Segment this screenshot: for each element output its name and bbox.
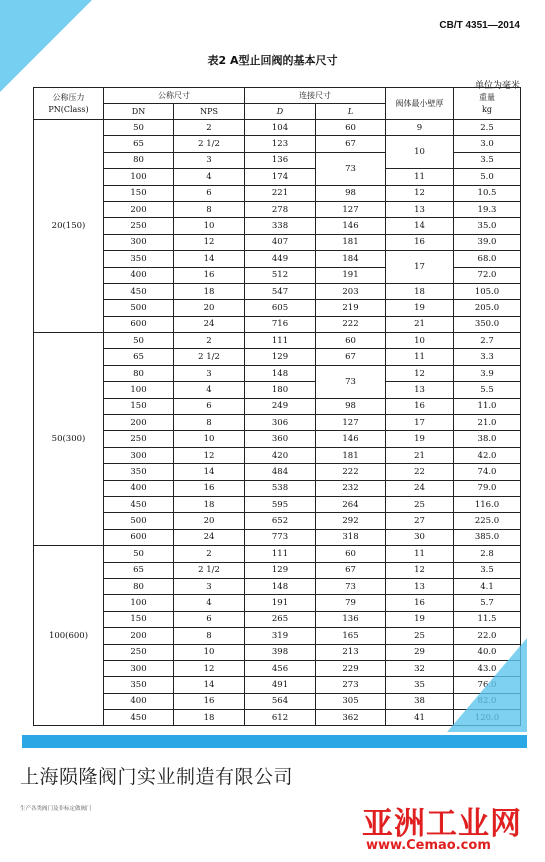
- nps-cell: 6: [174, 398, 245, 414]
- wall-cell: 25: [386, 496, 454, 512]
- table-row: [34, 120, 521, 136]
- dn-cell: 200: [104, 201, 174, 217]
- wt-cell: 21.0: [454, 415, 521, 431]
- dn-cell: 450: [104, 496, 174, 512]
- l-cell: 362: [316, 710, 386, 726]
- d-cell: 104: [245, 120, 316, 136]
- table-row: [34, 464, 521, 480]
- table-row: [34, 365, 521, 381]
- standard-number: CB/T 4351—2014: [439, 20, 520, 31]
- d-cell: 420: [245, 447, 316, 463]
- nps-cell: 2: [174, 120, 245, 136]
- header-nominal-size: 公称尺寸: [104, 88, 245, 104]
- wt-cell: 82.0: [454, 693, 521, 709]
- wt-cell: 38.0: [454, 431, 521, 447]
- l-cell: 146: [316, 431, 386, 447]
- table-row: [34, 611, 521, 627]
- wall-cell: 30: [386, 529, 454, 545]
- dn-cell: 100: [104, 382, 174, 398]
- table-row: [34, 562, 521, 578]
- wt-cell: 4.1: [454, 578, 521, 594]
- dn-cell: 400: [104, 267, 174, 283]
- dn-cell: 400: [104, 480, 174, 496]
- table-row: [34, 513, 521, 529]
- table-row: [34, 415, 521, 431]
- d-cell: 123: [245, 136, 316, 152]
- d-cell: 512: [245, 267, 316, 283]
- header-pn: 公称压力 PN(Class): [34, 88, 104, 120]
- table-row: [34, 595, 521, 611]
- nps-cell: 16: [174, 480, 245, 496]
- d-cell: 148: [245, 365, 316, 381]
- dimension-table: [33, 87, 521, 726]
- table-row: [34, 546, 521, 562]
- wall-cell: 14: [386, 218, 454, 234]
- dn-cell: 50: [104, 333, 174, 349]
- table-row: [34, 480, 521, 496]
- table-row: [34, 578, 521, 594]
- d-cell: 129: [245, 562, 316, 578]
- wall-cell: 32: [386, 660, 454, 676]
- nps-cell: 6: [174, 611, 245, 627]
- wt-cell: 225.0: [454, 513, 521, 529]
- dn-cell: 200: [104, 628, 174, 644]
- nps-cell: 14: [174, 464, 245, 480]
- wall-cell: 11: [386, 169, 454, 185]
- wall-cell: 13: [386, 201, 454, 217]
- table-row: [34, 218, 521, 234]
- nps-cell: 8: [174, 628, 245, 644]
- d-cell: 398: [245, 644, 316, 660]
- nps-cell: 14: [174, 251, 245, 267]
- l-cell: 181: [316, 234, 386, 250]
- nps-cell: 2 1/2: [174, 136, 245, 152]
- dn-cell: 300: [104, 660, 174, 676]
- nps-cell: 16: [174, 267, 245, 283]
- wall-cell: 11: [386, 349, 454, 365]
- header-wall: 阀体最小壁厚: [386, 88, 454, 120]
- wt-cell: 2.8: [454, 546, 521, 562]
- wt-cell: 42.0: [454, 447, 521, 463]
- dn-cell: 350: [104, 464, 174, 480]
- l-cell: 73: [316, 578, 386, 594]
- dn-cell: 600: [104, 529, 174, 545]
- l-cell: 67: [316, 562, 386, 578]
- table-row: [34, 447, 521, 463]
- dn-cell: 80: [104, 578, 174, 594]
- wt-cell: 68.0: [454, 251, 521, 267]
- wall-cell: 22: [386, 464, 454, 480]
- dn-cell: 350: [104, 677, 174, 693]
- dn-cell: 450: [104, 283, 174, 299]
- wt-cell: 19.3: [454, 201, 521, 217]
- l-cell: 165: [316, 628, 386, 644]
- l-cell: 292: [316, 513, 386, 529]
- dn-cell: 100: [104, 169, 174, 185]
- wall-cell: 41: [386, 710, 454, 726]
- d-cell: 360: [245, 431, 316, 447]
- nps-cell: 12: [174, 234, 245, 250]
- d-cell: 148: [245, 578, 316, 594]
- dn-cell: 80: [104, 152, 174, 168]
- l-cell: 67: [316, 349, 386, 365]
- d-cell: 595: [245, 496, 316, 512]
- pn-cell: 100(600): [34, 546, 104, 726]
- wall-cell: 29: [386, 644, 454, 660]
- nps-cell: 2: [174, 333, 245, 349]
- dn-cell: 200: [104, 415, 174, 431]
- table-row: [34, 234, 521, 250]
- wt-cell: 76.0: [454, 677, 521, 693]
- dn-cell: 80: [104, 365, 174, 381]
- d-cell: 484: [245, 464, 316, 480]
- dn-cell: 65: [104, 562, 174, 578]
- dn-cell: 600: [104, 316, 174, 332]
- nps-cell: 16: [174, 693, 245, 709]
- wall-cell: 35: [386, 677, 454, 693]
- table-row: [34, 496, 521, 512]
- nps-cell: 12: [174, 660, 245, 676]
- dn-cell: 50: [104, 546, 174, 562]
- nps-cell: 3: [174, 365, 245, 381]
- wt-cell: 105.0: [454, 283, 521, 299]
- wt-cell: 3.0: [454, 136, 521, 152]
- d-cell: 338: [245, 218, 316, 234]
- pn-cell: 50(300): [34, 333, 104, 546]
- d-cell: 319: [245, 628, 316, 644]
- dn-cell: 100: [104, 595, 174, 611]
- l-cell: 219: [316, 300, 386, 316]
- d-cell: 612: [245, 710, 316, 726]
- table-row: [34, 251, 521, 267]
- wall-cell: 12: [386, 365, 454, 381]
- l-cell: 305: [316, 693, 386, 709]
- nps-cell: 4: [174, 169, 245, 185]
- d-cell: 449: [245, 251, 316, 267]
- pn-cell: 20(150): [34, 120, 104, 333]
- dn-cell: 450: [104, 710, 174, 726]
- nps-cell: 4: [174, 382, 245, 398]
- l-cell: 264: [316, 496, 386, 512]
- wt-cell: 11.5: [454, 611, 521, 627]
- wall-cell: 11: [386, 546, 454, 562]
- dn-cell: 300: [104, 234, 174, 250]
- wall-cell: 19: [386, 431, 454, 447]
- l-cell: 146: [316, 218, 386, 234]
- wt-cell: 72.0: [454, 267, 521, 283]
- d-cell: 491: [245, 677, 316, 693]
- l-cell: 181: [316, 447, 386, 463]
- l-cell: 136: [316, 611, 386, 627]
- dn-cell: 250: [104, 644, 174, 660]
- wt-cell: 120.0: [454, 710, 521, 726]
- wt-cell: 35.0: [454, 218, 521, 234]
- d-cell: 773: [245, 529, 316, 545]
- nps-cell: 18: [174, 496, 245, 512]
- corner-decoration-bottom-right: [447, 638, 527, 732]
- l-cell: 222: [316, 316, 386, 332]
- l-cell: 60: [316, 546, 386, 562]
- d-cell: 407: [245, 234, 316, 250]
- table-row: [34, 431, 521, 447]
- wt-cell: 10.5: [454, 185, 521, 201]
- dn-cell: 500: [104, 513, 174, 529]
- l-cell: 232: [316, 480, 386, 496]
- nps-cell: 3: [174, 152, 245, 168]
- l-cell: 60: [316, 120, 386, 136]
- l-cell: 73: [316, 152, 386, 185]
- wall-cell: 18: [386, 283, 454, 299]
- table-row: [34, 300, 521, 316]
- nps-cell: 20: [174, 513, 245, 529]
- header-l: L: [316, 104, 386, 120]
- wt-cell: 3.5: [454, 562, 521, 578]
- wt-cell: 116.0: [454, 496, 521, 512]
- wall-cell: 16: [386, 595, 454, 611]
- wt-cell: 350.0: [454, 316, 521, 332]
- nps-cell: 2: [174, 546, 245, 562]
- l-cell: 67: [316, 136, 386, 152]
- header-weight: 重量 kg: [454, 88, 521, 120]
- wall-cell: 10: [386, 136, 454, 169]
- wt-cell: 2.7: [454, 333, 521, 349]
- l-cell: 73: [316, 365, 386, 398]
- site-logo-url: www.Cemao.com: [366, 838, 491, 853]
- dn-cell: 50: [104, 120, 174, 136]
- d-cell: 180: [245, 382, 316, 398]
- d-cell: 221: [245, 185, 316, 201]
- wt-cell: 74.0: [454, 464, 521, 480]
- wall-cell: 12: [386, 185, 454, 201]
- company-name: 上海陨隆阀门实业制造有限公司: [20, 766, 294, 788]
- d-cell: 111: [245, 333, 316, 349]
- wall-cell: 21: [386, 447, 454, 463]
- wt-cell: 22.0: [454, 628, 521, 644]
- header-d: D: [245, 104, 316, 120]
- l-cell: 98: [316, 185, 386, 201]
- d-cell: 249: [245, 398, 316, 414]
- company-subtext: 生产各类阀门及非标定做阀门: [20, 806, 92, 812]
- dn-cell: 400: [104, 693, 174, 709]
- wall-cell: 19: [386, 300, 454, 316]
- wall-cell: 10: [386, 333, 454, 349]
- table-row: [34, 333, 521, 349]
- dn-cell: 250: [104, 431, 174, 447]
- nps-cell: 3: [174, 578, 245, 594]
- wall-cell: 16: [386, 398, 454, 414]
- dn-cell: 150: [104, 185, 174, 201]
- dn-cell: 150: [104, 398, 174, 414]
- d-cell: 129: [245, 349, 316, 365]
- d-cell: 191: [245, 595, 316, 611]
- dn-cell: 500: [104, 300, 174, 316]
- wt-cell: 3.3: [454, 349, 521, 365]
- d-cell: 278: [245, 201, 316, 217]
- l-cell: 191: [316, 267, 386, 283]
- l-cell: 318: [316, 529, 386, 545]
- table-row: [34, 529, 521, 545]
- wall-cell: 12: [386, 562, 454, 578]
- wall-cell: 16: [386, 234, 454, 250]
- nps-cell: 2 1/2: [174, 349, 245, 365]
- nps-cell: 8: [174, 415, 245, 431]
- wall-cell: 13: [386, 382, 454, 398]
- l-cell: 273: [316, 677, 386, 693]
- wt-cell: 385.0: [454, 529, 521, 545]
- table-row: [34, 398, 521, 414]
- site-logo: 亚洲工业网: [362, 806, 522, 842]
- wt-cell: 79.0: [454, 480, 521, 496]
- wt-cell: 5.7: [454, 595, 521, 611]
- d-cell: 456: [245, 660, 316, 676]
- wt-cell: 11.0: [454, 398, 521, 414]
- wall-cell: 38: [386, 693, 454, 709]
- nps-cell: 14: [174, 677, 245, 693]
- corner-decoration-top-left: [0, 0, 92, 92]
- dn-cell: 250: [104, 218, 174, 234]
- table-row: [34, 349, 521, 365]
- wt-cell: 2.5: [454, 120, 521, 136]
- d-cell: 111: [245, 546, 316, 562]
- table-row: [34, 382, 521, 398]
- wall-cell: 21: [386, 316, 454, 332]
- l-cell: 213: [316, 644, 386, 660]
- dn-cell: 300: [104, 447, 174, 463]
- nps-cell: 6: [174, 185, 245, 201]
- l-cell: 203: [316, 283, 386, 299]
- table-title: 表2 A型止回阀的基本尺寸: [207, 54, 338, 67]
- l-cell: 127: [316, 415, 386, 431]
- table-row: [34, 283, 521, 299]
- wall-cell: 27: [386, 513, 454, 529]
- wt-cell: 205.0: [454, 300, 521, 316]
- table-row: [34, 169, 521, 185]
- wall-cell: 25: [386, 628, 454, 644]
- nps-cell: 4: [174, 595, 245, 611]
- nps-cell: 20: [174, 300, 245, 316]
- dn-cell: 350: [104, 251, 174, 267]
- l-cell: 222: [316, 464, 386, 480]
- nps-cell: 12: [174, 447, 245, 463]
- nps-cell: 18: [174, 283, 245, 299]
- wall-cell: 17: [386, 415, 454, 431]
- header-nps: NPS: [174, 104, 245, 120]
- wt-cell: 43.0: [454, 660, 521, 676]
- unit-note: 单位为毫米: [474, 81, 520, 91]
- d-cell: 174: [245, 169, 316, 185]
- d-cell: 716: [245, 316, 316, 332]
- l-cell: 184: [316, 251, 386, 267]
- wall-cell: 17: [386, 251, 454, 284]
- dn-cell: 65: [104, 136, 174, 152]
- wall-cell: 19: [386, 611, 454, 627]
- wt-cell: 3.5: [454, 152, 521, 168]
- header-connection: 连接尺寸: [245, 88, 386, 104]
- wall-cell: 9: [386, 120, 454, 136]
- d-cell: 564: [245, 693, 316, 709]
- l-cell: 60: [316, 333, 386, 349]
- wt-cell: 40.0: [454, 644, 521, 660]
- table-row: [34, 201, 521, 217]
- l-cell: 229: [316, 660, 386, 676]
- accent-bar: [22, 735, 527, 748]
- d-cell: 652: [245, 513, 316, 529]
- table-row: [34, 185, 521, 201]
- l-cell: 79: [316, 595, 386, 611]
- dn-cell: 150: [104, 611, 174, 627]
- header-dn: DN: [104, 104, 174, 120]
- wt-cell: 5.0: [454, 169, 521, 185]
- nps-cell: 8: [174, 201, 245, 217]
- nps-cell: 10: [174, 644, 245, 660]
- nps-cell: 10: [174, 218, 245, 234]
- d-cell: 265: [245, 611, 316, 627]
- table-body: [34, 120, 521, 726]
- dn-cell: 65: [104, 349, 174, 365]
- table-row: [34, 316, 521, 332]
- wall-cell: 13: [386, 578, 454, 594]
- d-cell: 306: [245, 415, 316, 431]
- d-cell: 605: [245, 300, 316, 316]
- nps-cell: 24: [174, 316, 245, 332]
- nps-cell: 24: [174, 529, 245, 545]
- wt-cell: 5.5: [454, 382, 521, 398]
- wt-cell: 39.0: [454, 234, 521, 250]
- d-cell: 136: [245, 152, 316, 168]
- wt-cell: 3.9: [454, 365, 521, 381]
- l-cell: 127: [316, 201, 386, 217]
- table-row: [34, 136, 521, 152]
- d-cell: 547: [245, 283, 316, 299]
- nps-cell: 18: [174, 710, 245, 726]
- l-cell: 98: [316, 398, 386, 414]
- nps-cell: 10: [174, 431, 245, 447]
- nps-cell: 2 1/2: [174, 562, 245, 578]
- d-cell: 538: [245, 480, 316, 496]
- wall-cell: 24: [386, 480, 454, 496]
